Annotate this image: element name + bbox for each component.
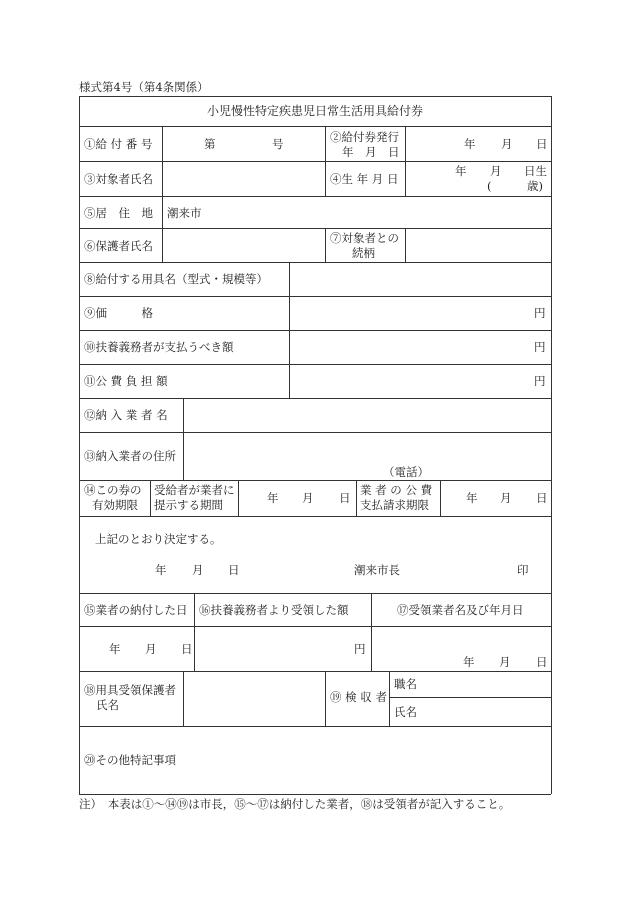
equipment-receiver-label-2: 氏名 — [96, 698, 119, 712]
received-amount-label: ⑯扶養義務者より受領した額 — [199, 603, 349, 617]
presentation-year: 年 — [267, 491, 279, 505]
public-burden-unit: 円 — [534, 374, 546, 388]
decision-month: 月 — [192, 563, 204, 577]
footnote: 注） 本表は①～⑭⑲は市長，⑮～⑰は納付した業者，⑱は受領者が記入すること。 — [79, 797, 511, 811]
equipment-receiver-label: ⑱用具受領保護者 — [84, 683, 176, 697]
presentation-month: 月 — [302, 491, 314, 505]
vendor-phone-label: （電話） — [383, 465, 429, 479]
inspector-title-label: 職名 — [394, 677, 417, 691]
presentation-period-label: 受給者が業者に — [154, 483, 235, 497]
public-burden-label: ⑪公 費 負 担 額 — [84, 374, 168, 388]
guardian-pay-label: ⑩扶養義務者が支払うべき額 — [84, 340, 234, 354]
seal-mark: 印 — [517, 563, 529, 577]
validity-label-2: 有効期限 — [92, 498, 138, 512]
birth-year: 年 — [455, 164, 467, 178]
inspector-label: ⑲ 検 収 者 — [330, 690, 387, 704]
inspector-name-label: 氏名 — [394, 705, 417, 719]
vendor-name-label: ⑫納 入 業 者 名 — [84, 408, 168, 422]
billing-day: 日 — [536, 491, 548, 505]
mayor-label: 潮来市長 — [354, 563, 400, 577]
validity-label: ⑭この券の — [84, 483, 142, 497]
decision-text: 上記のとおり決定する。 — [95, 532, 222, 546]
delivery-day: 日 — [181, 642, 193, 656]
presentation-day: 日 — [339, 491, 351, 505]
presentation-period-label-2: 提示する期間 — [154, 498, 223, 512]
birth-month: 月 — [490, 164, 502, 178]
price-unit: 円 — [534, 306, 546, 320]
decision-year: 年 — [155, 563, 167, 577]
guardian-pay-unit: 円 — [534, 340, 546, 354]
issue-year: 年 — [464, 137, 476, 151]
issue-date-label-2: 年 月 日 — [342, 145, 400, 159]
receiving-year: 年 — [463, 655, 475, 669]
billing-year: 年 — [466, 491, 478, 505]
receiving-month: 月 — [499, 655, 511, 669]
delivery-date-label: ⑮業者の納付した日 — [84, 603, 188, 617]
price-label: ⑨価 格 — [84, 306, 153, 320]
issue-month: 月 — [501, 137, 513, 151]
birth-day: 日生 — [524, 164, 547, 178]
received-amount-unit: 円 — [354, 642, 366, 656]
equipment-name-label: ⑧給付する用具名（型式・規模等） — [84, 272, 268, 286]
delivery-month: 月 — [145, 642, 157, 656]
issue-date-label: ②給付券発行 — [330, 130, 399, 144]
payment-number-dai: 第 — [204, 137, 216, 151]
billing-deadline-label-2: 支払請求期限 — [360, 498, 429, 512]
relationship-label-2: 続柄 — [352, 246, 375, 260]
receiving-vendor-label: ⑰受領業者名及び年月日 — [397, 603, 524, 617]
payment-number-label: ①給 付 番 号 — [84, 137, 153, 151]
delivery-year: 年 — [109, 642, 121, 656]
receiving-day: 日 — [536, 655, 548, 669]
recipient-name-label: ③対象者氏名 — [84, 172, 153, 186]
residence-value: 潮来市 — [167, 206, 202, 220]
form-number: 様式第4号（第4条関係） — [79, 80, 209, 94]
billing-deadline-label: 業 者 の 公 費 — [360, 483, 433, 497]
guardian-name-label: ⑥保護者氏名 — [84, 239, 153, 253]
issue-day: 日 — [536, 137, 548, 151]
remarks-label: ⑳その他特記事項 — [84, 753, 176, 767]
birth-date-label: ④生 年 月 日 — [330, 172, 399, 186]
age-label: 歳) — [527, 179, 543, 193]
age-open: ( — [487, 179, 492, 193]
relationship-label: ⑦対象者との — [330, 231, 399, 245]
form-title: 小児慢性特定疾患児日常生活用具給付券 — [206, 104, 423, 118]
vendor-address-label: ⑬納入業者の住所 — [84, 449, 176, 463]
decision-day: 日 — [228, 563, 240, 577]
residence-label: ⑤居 住 地 — [84, 206, 153, 220]
billing-month: 月 — [500, 491, 512, 505]
payment-number-gou: 号 — [272, 137, 284, 151]
